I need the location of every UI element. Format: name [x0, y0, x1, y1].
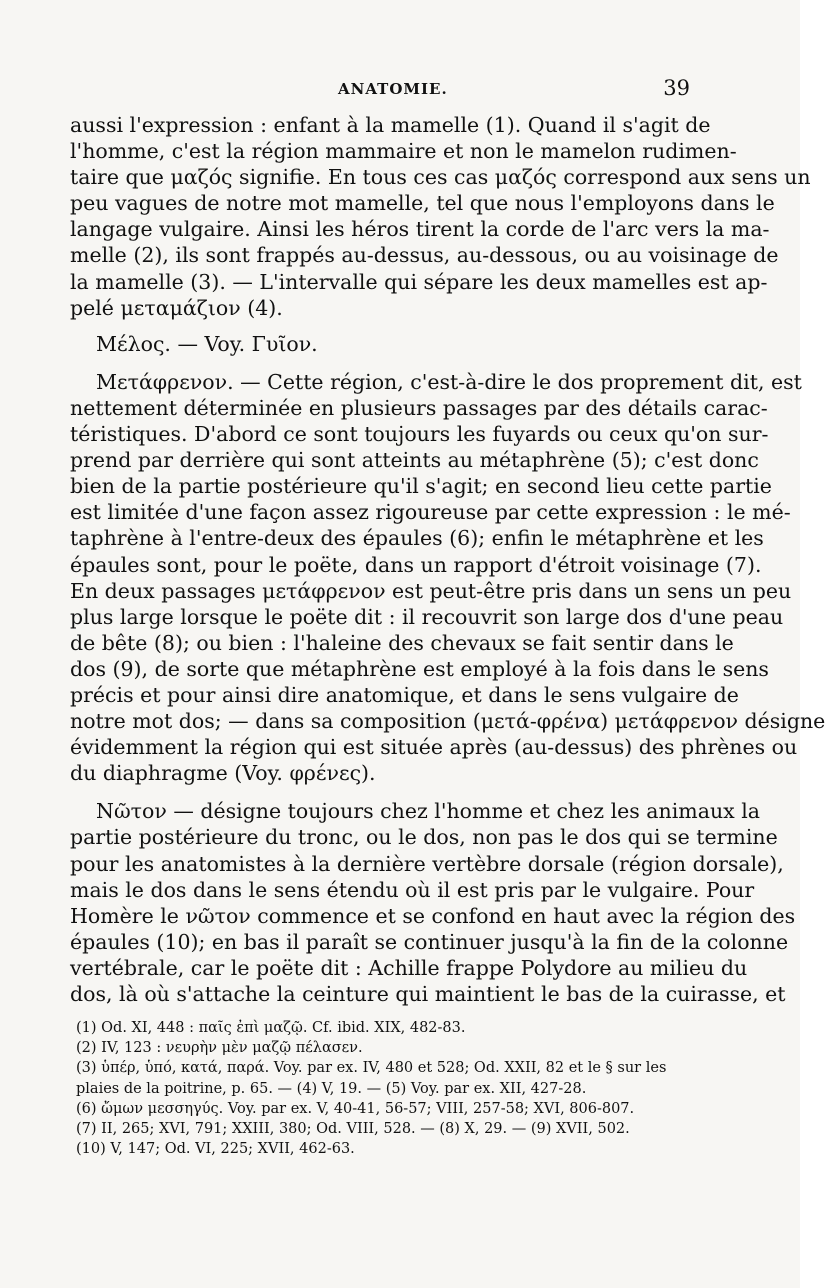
body-line: évidemment la région qui est située après (au-dessus) des phrènes ou	[70, 735, 798, 760]
body-line: En deux passages μετάφρενον est peut-être pris dans un sens un peu	[70, 578, 792, 603]
body-line: précis et pour ainsi dire anatomique, et dans le sens vulgaire de	[70, 682, 739, 707]
body-line: mais le dos dans le sens étendu où il est pris par le vulgaire. Pour	[70, 877, 755, 902]
body-line: langage vulgaire. Ainsi les héros tirent la corde de l'arc vers la ma-	[70, 217, 770, 242]
footnotes	[76, 1018, 688, 1159]
body-line: partie postérieure du tronc, ou le dos, non pas le dos qui se termine	[70, 825, 778, 850]
body-line: bien de la partie postérieure qu'il s'agit; en second lieu cette partie	[70, 474, 772, 499]
entry-heading-melos: Μέλος. — Voy. Γυῖον.	[96, 331, 318, 356]
body-line: pour les anatomistes à la dernière vertèbre dorsale (région dorsale),	[70, 851, 784, 876]
running-head: ANATOMIE.	[338, 80, 448, 98]
body-line: est limitée d'une façon assez rigoureuse par cette expression : le mé-	[70, 500, 791, 525]
body-line: pelé μεταμάζιον (4).	[70, 295, 283, 320]
body-line: épaules sont, pour le poëte, dans un rapport d'étroit voisinage (7).	[70, 552, 762, 577]
body-line: Homère le νῶτον commence et se confond en haut avec la région des	[70, 903, 796, 928]
body-line: épaules (10); en bas il paraît se continuer jusqu'à la fin de la colonne	[70, 929, 789, 954]
body-line: taire que μαζός signifie. En tous ces cas μαζός correspond aux sens un	[70, 165, 811, 190]
body-line: dos (9), de sorte que métaphrène est employé à la fois dans le sens	[70, 656, 769, 681]
body-line: aussi l'expression : enfant à la mamelle (1). Quand il s'agit de	[70, 113, 711, 137]
body-line: l'homme, c'est la région mammaire et non le mamelon rudimen-	[70, 139, 737, 164]
body-line: plus large lorsque le poëte dit : il recouvrit son large dos d'une peau	[70, 604, 784, 629]
body-line: vertébrale, car le poëte dit : Achille frappe Polydore au milieu du	[70, 955, 748, 980]
footnote: (6) ὤμων μεσσηγύς. Voy. par ex. V, 40-41, 56-57; VIII, 257-58; XVI, 806-807.	[76, 1100, 635, 1117]
footnote: (7) II, 265; XVI, 791; XXIII, 380; Od. VIII, 528. — (8) X, 29. — (9) XVII, 502.	[76, 1121, 630, 1138]
page-header	[72, 76, 690, 106]
body-line: dos, là où s'attache la ceinture qui maintient le bas de la cuirasse, et	[70, 982, 786, 1006]
page-number: 39	[663, 76, 690, 100]
entry-heading-noton: Νῶτον — désigne toujours chez l'homme et chez les animaux la	[96, 799, 760, 824]
footnote: plaies de la poitrine, p. 65. — (4) V, 19. — (5) Voy. par ex. XII, 427-28.	[76, 1080, 587, 1097]
body-line: melle (2), ils sont frappés au-dessus, au-dessous, ou au voisinage de	[70, 243, 779, 268]
body-line: taphrène à l'entre-deux des épaules (6); enfin le métaphrène et les	[70, 526, 764, 551]
footnote: (1) Od. XI, 448 : παῖς ἐπὶ μαζῷ. Cf. ibid. XIX, 482-83.	[76, 1020, 466, 1036]
entry-heading-metaphrenon: Μετάφρενον. — Cette région, c'est-à-dire le dos proprement dit, est	[96, 369, 802, 394]
body-line: de bête (8); ou bien : l'haleine des chevaux se fait sentir dans le	[70, 630, 734, 655]
body-line: nettement déterminée en plusieurs passages par des détails carac-	[70, 395, 768, 420]
body-line: prend par derrière qui sont atteints au métaphrène (5); c'est donc	[70, 448, 759, 473]
body-line: du diaphragme (Voy. φρένες).	[70, 761, 376, 786]
footnote: (3) ὑπέρ, ὑπό, κατά, παρά. Voy. par ex. IV, 480 et 528; Od. XXII, 82 et le § sur les	[76, 1060, 667, 1077]
body-line: la mamelle (3). — L'intervalle qui sépare les deux mamelles est ap-	[70, 269, 768, 294]
body-line: notre mot dos; — dans sa composition (μετά-φρένα) μετάφρενον désigne	[70, 709, 825, 734]
footnote: (10) V, 147; Od. VI, 225; XVII, 462-63.	[76, 1141, 355, 1158]
body-line: peu vagues de notre mot mamelle, tel que nous l'employons dans le	[70, 191, 775, 216]
footnote: (2) IV, 123 : νευρὴν μὲν μαζῷ πέλασεν.	[76, 1040, 363, 1057]
body-text	[70, 112, 825, 1007]
body-line: téristiques. D'abord ce sont toujours les fuyards ou ceux qu'on sur-	[70, 422, 769, 447]
